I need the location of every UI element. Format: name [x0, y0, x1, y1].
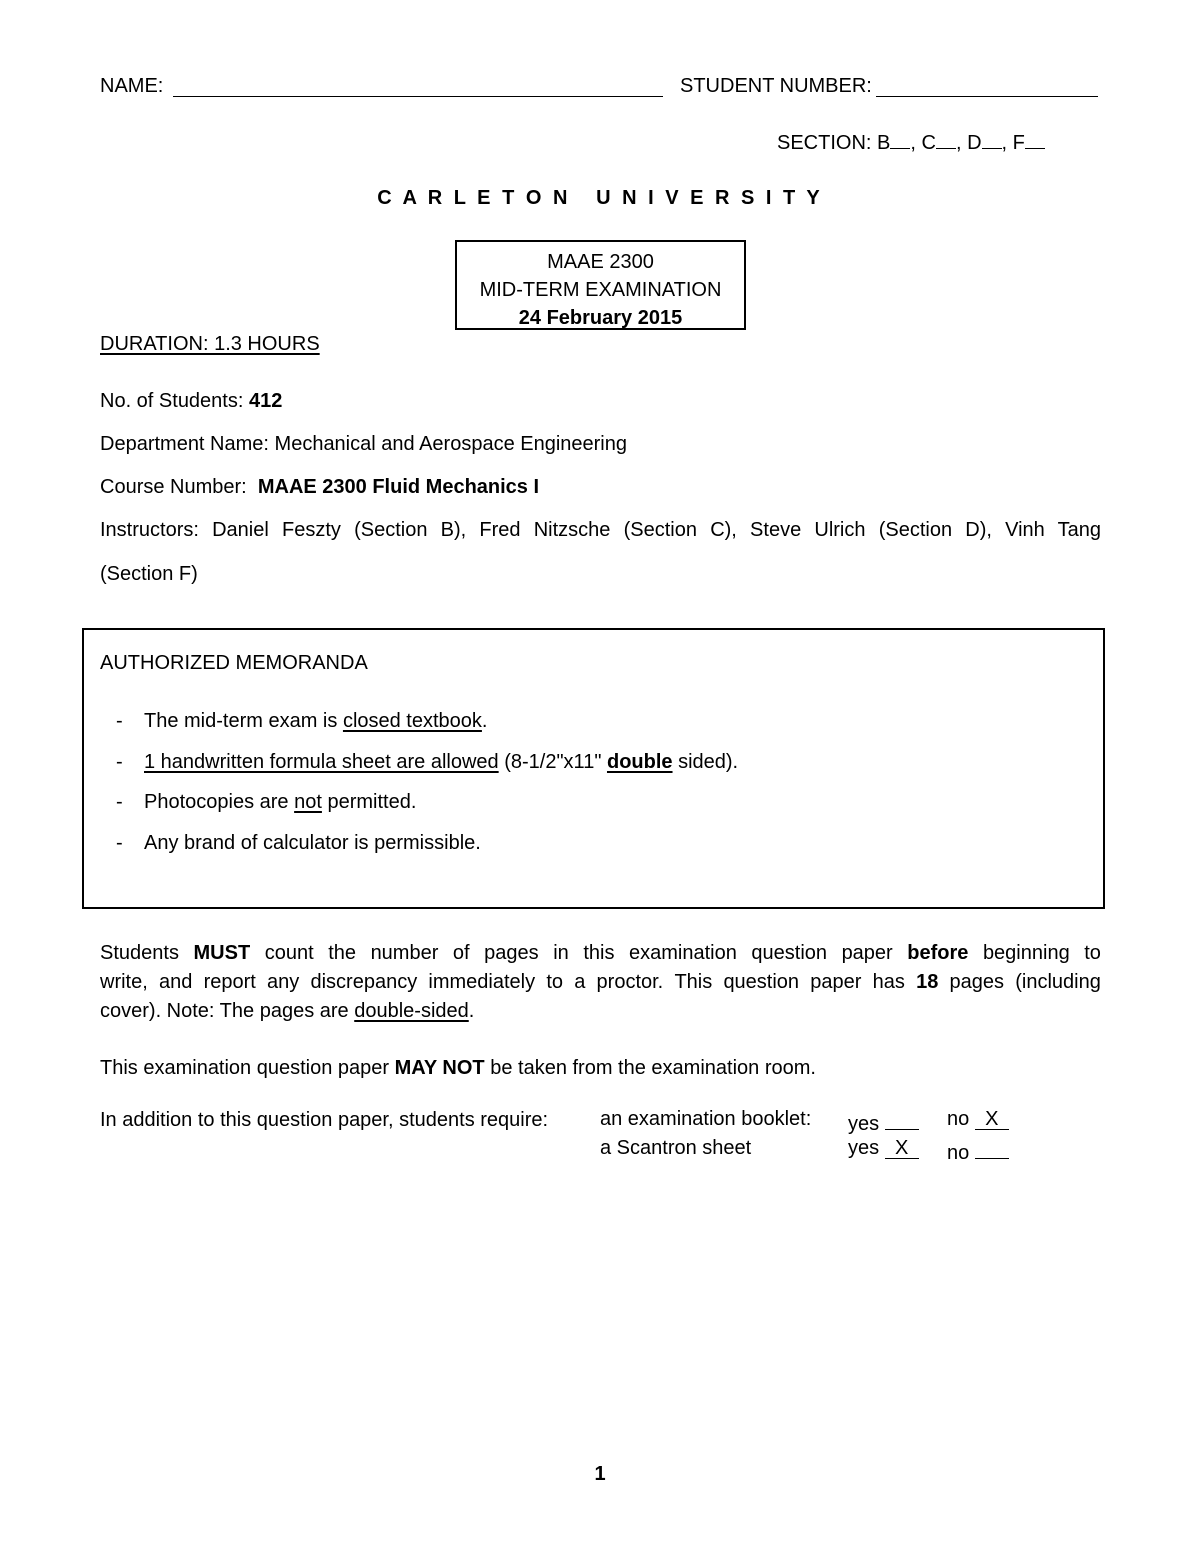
section-option-f: F	[1012, 132, 1025, 154]
memo-item-3: - Photocopies are not permitted.	[116, 791, 417, 813]
dash-icon: -	[116, 751, 123, 773]
section-line: SECTION: B , C , D , F	[777, 132, 1045, 153]
section-c-blank[interactable]	[936, 132, 956, 149]
course-label: Course Number:	[100, 476, 247, 498]
scantron-label: a Scantron sheet	[600, 1137, 752, 1159]
section-option-d: D	[967, 132, 982, 154]
dash-icon: -	[116, 791, 123, 813]
department-line	[100, 433, 627, 456]
title-box	[455, 240, 746, 330]
section-b-blank[interactable]	[890, 132, 910, 149]
scantron-no: no	[947, 1138, 1009, 1163]
room-notice: This examination question paper MAY NOT be taken from the examination room.	[100, 1057, 816, 1079]
section-f-blank[interactable]	[1025, 132, 1045, 149]
page-number: 1	[594, 1463, 606, 1485]
instructors-line-1: Instructors: Daniel Feszty (Section B), Fred Nitzsche (Section C), Steve Ulrich (Section D), Vinh Tang	[100, 519, 1101, 541]
duration: DURATION: 1.3 HOURS	[100, 333, 320, 355]
course-value: MAAE 2300 Fluid Mechanics I	[257, 476, 540, 498]
university-name: C A R L E T O N U N I V E R S I T Y	[377, 187, 823, 209]
department-value: Mechanical and Aerospace Engineering	[274, 433, 627, 455]
scantron-no-blank[interactable]	[975, 1138, 1009, 1159]
booklet-no: no X	[947, 1109, 1009, 1130]
section-option-b: B	[877, 132, 891, 154]
notice-line-1: Students MUST count the number of pages in this examination question paper before beginning to	[100, 942, 1101, 964]
memo-item-1: - The mid-term exam is closed textbook.	[116, 710, 488, 732]
students-label: No. of Students:	[100, 390, 244, 412]
course-line	[100, 476, 539, 499]
department-label: Department Name:	[100, 433, 269, 455]
booklet-yes: yes	[848, 1109, 919, 1134]
name-field[interactable]	[173, 78, 663, 97]
instructors-line-2: (Section F)	[100, 563, 198, 585]
exam-title: MID-TERM EXAMINATION	[479, 279, 722, 301]
course-code: MAAE 2300	[547, 251, 654, 273]
students-value: 412	[248, 390, 283, 412]
memo-item-4: - Any brand of calculator is permissible.	[116, 832, 481, 854]
booklet-yes-blank[interactable]	[885, 1109, 919, 1130]
dash-icon: -	[116, 832, 123, 854]
scantron-yes: yes X	[848, 1138, 919, 1159]
exam-date: 24 February 2015	[518, 307, 683, 329]
section-option-c: C	[921, 132, 936, 154]
notice-line-2: write, and report any discrepancy immediately to a proctor. This question paper has 18 pages (including	[100, 971, 1101, 993]
booklet-no-blank[interactable]: X	[975, 1109, 1009, 1130]
section-d-blank[interactable]	[982, 132, 1002, 149]
name-label: NAME:	[100, 75, 164, 97]
authorized-memoranda-box	[82, 628, 1105, 909]
scantron-yes-blank[interactable]: X	[885, 1138, 919, 1159]
memoranda-heading: AUTHORIZED MEMORANDA	[100, 652, 368, 674]
dash-icon: -	[116, 710, 123, 732]
requirements-intro: In addition to this question paper, students require:	[100, 1109, 549, 1131]
student-number-label: STUDENT NUMBER:	[680, 75, 872, 97]
student-number-field[interactable]	[876, 78, 1098, 97]
booklet-label: an examination booklet:	[600, 1108, 812, 1130]
memo-item-2: - 1 handwritten formula sheet are allowed (8-1/2"x11" double sided).	[116, 751, 739, 773]
section-label: SECTION:	[777, 132, 872, 154]
notice-line-3: cover). Note: The pages are double-sided.	[100, 1000, 475, 1022]
students-line	[100, 390, 282, 413]
